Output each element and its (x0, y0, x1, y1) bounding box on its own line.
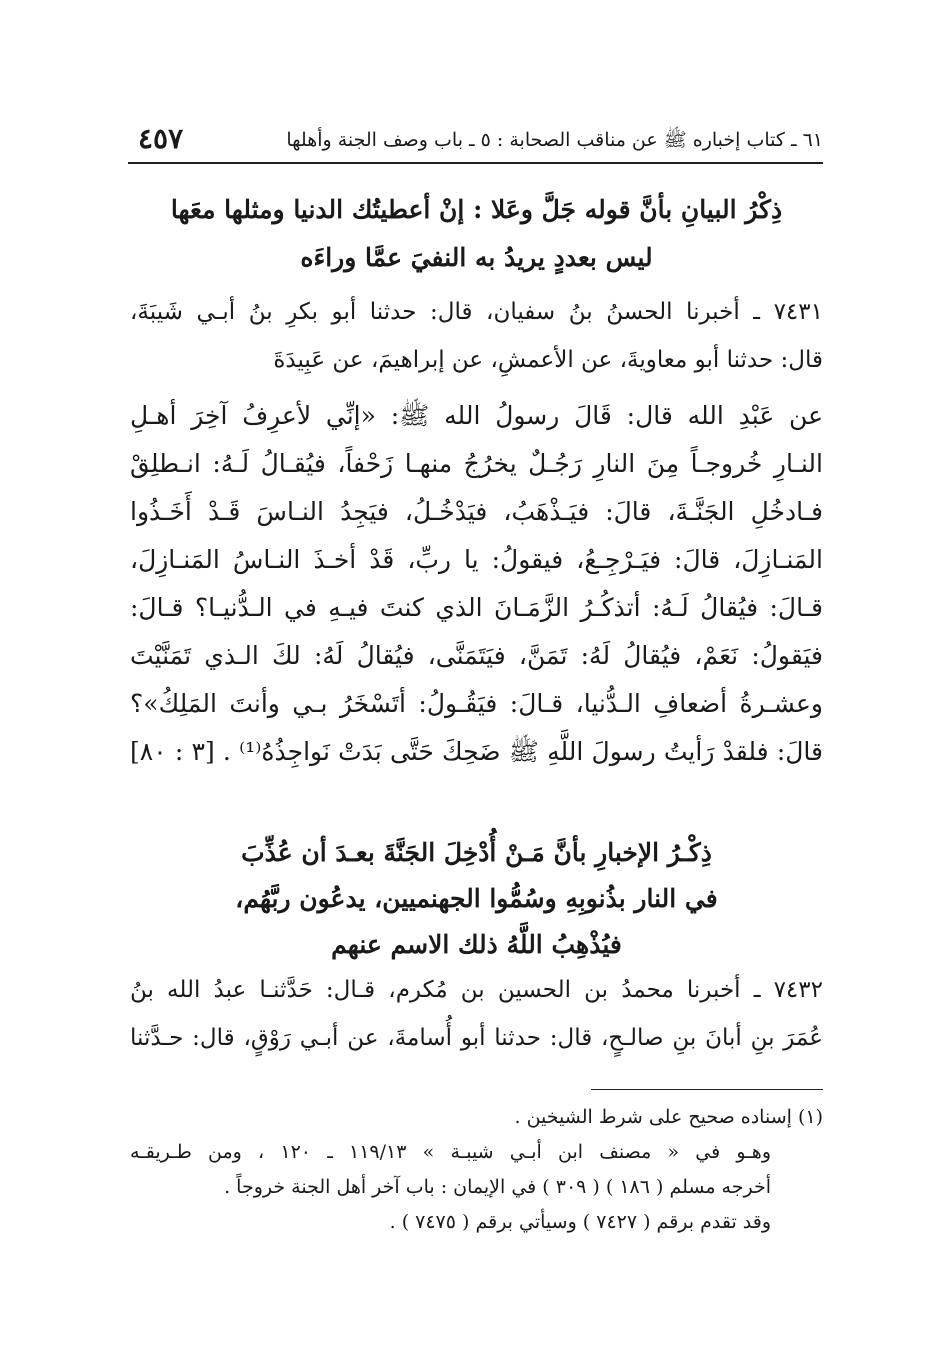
running-header (128, 118, 823, 164)
hadith-7431-matn (130, 392, 823, 776)
footnote-line: أخرجه مسلم ( ١٨٦ ) ( ٣٠٩ ) في الإيمان : باب آخر أهل الجنة خروجاً . (224, 1176, 771, 1198)
footnote-divider (591, 1089, 823, 1090)
text-line: قـالَ: فيُقالُ لَـهُ: أتذكُـرُ الزَّمَـانَ الذي كنتَ فيـهِ في الـدُّنيـا؟ قـالَ: (130, 593, 823, 622)
heading-line: في النار بذُنوبِهِ وسُمُّوا الجهنميين، يدعُون ربَّهُم، (235, 884, 718, 913)
heading-line: ذِكْرُ البيانِ بأنَّ قوله جَلَّ وعَلا : إنْ أعطيتُك الدنيا ومثلها معَها (170, 195, 783, 224)
section-heading-1 (130, 186, 823, 282)
heading-line: ذِكْـرُ الإخبارِ بأنَّ مَـنْ أُدْخِلَ الجَنَّةَ بعـدَ أن عُذِّبَ (241, 838, 712, 867)
text-line: فـادخُلِ الجَنَّـةَ، قالَ: فيَـذْهَبُ، فيَدْخُـلُ، فيَجِدُ النـاسَ قَـدْ أَخَـذُوا (130, 497, 823, 526)
text-line: فيَقولُ: نَعَمْ، فيُقالُ لَهُ: تَمَنَّ، فيَتَمَنَّى، فيُقالُ لَهُ: لكَ الـذي تَمَنَّيْتَ (130, 641, 823, 670)
hadith-7432 (130, 966, 823, 1062)
page-number: ٤٥٧ (138, 122, 184, 155)
text-line: قال: حدثنا أبو معاويةَ، عن الأعمشِ، عن إبراهيمَ، عن عَبِيدَةَ (273, 347, 823, 373)
footnote-line: وقد تقدم برقم ( ٧٤٢٧ ) وسيأتي برقم ( ٧٤٧٥ ) . (389, 1211, 771, 1233)
heading-line: ليس بعددٍ يريدُ به النفيَ عمَّا وراءَه (300, 243, 653, 272)
heading-line: فيُذْهِبُ اللَّهُ ذلك الاسم عنهم (331, 930, 622, 959)
text-line: وعشـرةُ أضعافِ الـدُّنيا، قـالَ: فيَقُـولُ: أتَسْخَرُ بـي وأنتَ المَلِكُ»؟ (130, 689, 823, 718)
hadith-7431-isnad (130, 288, 823, 384)
text-line: ٧٤٣٢ ـ أخبرنا محمدُ بن الحسين بن مُكرم، قـال: حَدَّثنـا عبدُ الله بنُ (130, 977, 823, 1003)
text-line: قالَ: فلقدْ رَأيتُ رسولَ اللَّهِ ﷺ ضَحِكَ حَتَّى بَدَتْ نَواجِذُهُ⁽¹⁾ . [٣ : ٨٠] (130, 737, 824, 766)
text-line: ٧٤٣١ ـ أخبرنا الحسنُ بنُ سفيان، قال: حدثنا أبو بكرِ بنُ أبـي شَيبَةَ، (130, 299, 823, 325)
text-line: النـارِ خُروجـاً مِنَ النارِ رَجُـلٌ يخرُجُ منهـا زَحْفاً، فيُقـالُ لَـهُ: انـطلِقْ (130, 449, 823, 478)
footnote-line: (١) إسناده صحيح على شرط الشيخين . (514, 1106, 823, 1128)
footnote-line: وهـو في « مصنف ابن أبـي شيبـة » ١١٩/١٣ ـ ١٢٠ ، ومن طـريقـه (130, 1141, 771, 1163)
text-line: المَنـازِلَ، قالَ: فيَـرْجِـعُ، فيقولُ: يا ربِّ، قَدْ أخـذَ النـاسُ المَنـازِلَ، (130, 545, 823, 574)
section-heading-2 (130, 830, 823, 968)
text-line: عُمَرَ بنِ أبانَ بنِ صالـحٍ، قال: حدثنا أبو أُسامةَ، عن أبـي رَوْقٍ، قال: حـدَّثنا (130, 1025, 823, 1051)
footnotes (130, 1100, 823, 1240)
text-line: عن عَبْدِ الله قال: قَالَ رسولُ الله ﷺ: «إنِّي لأعرِفُ آخِرَ أهـلِ (130, 401, 823, 430)
header-title: ٦١ ـ كتاب إخباره ﷺ عن مناقب الصحابة : ٥ ـ باب وصف الجنة وأهلها (286, 129, 823, 151)
